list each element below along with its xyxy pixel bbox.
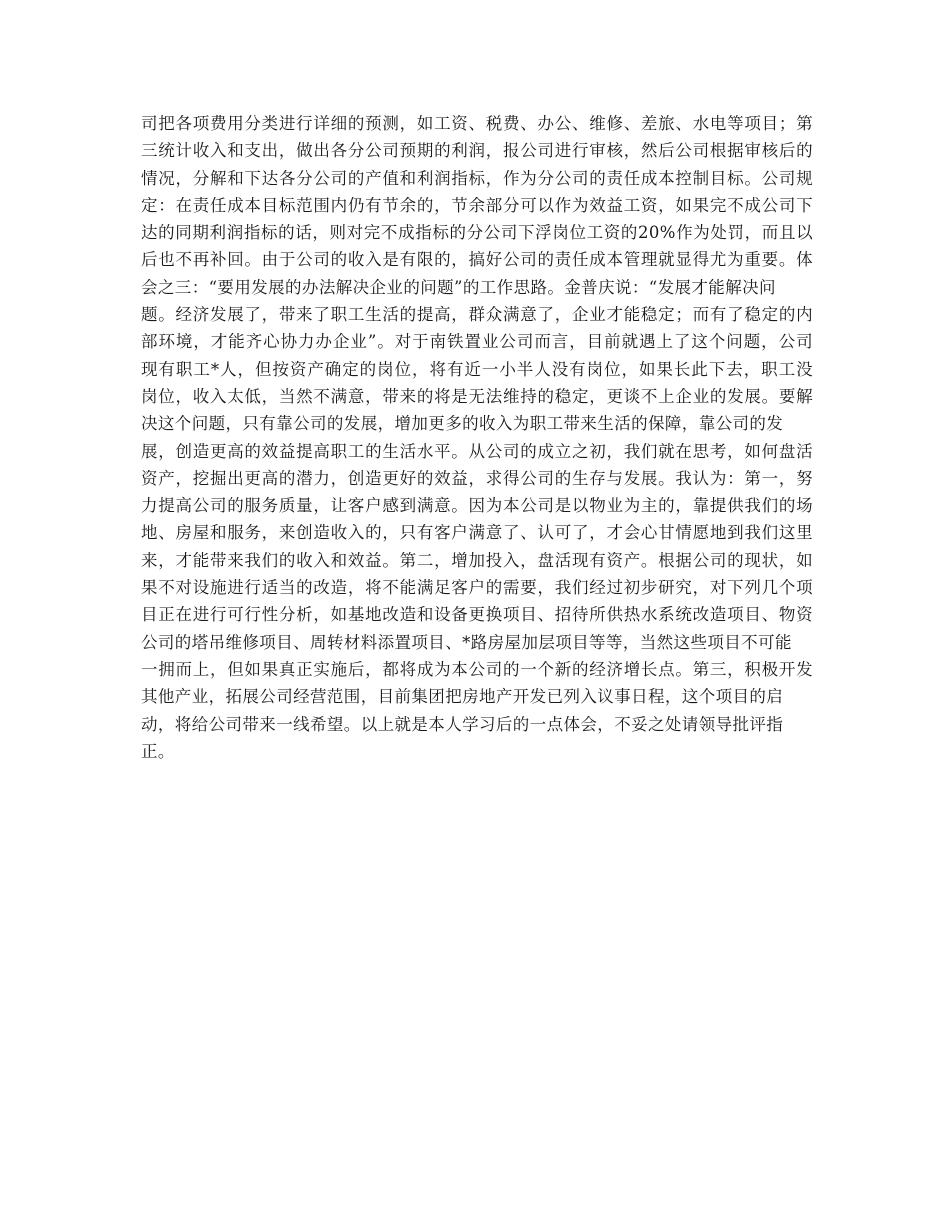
text-line: 会之三：“要用发展的办法解决企业的问题”的工作思路。金普庆说：“发展才能解决问 bbox=[141, 277, 776, 297]
text-line: 力提高公司的服务质量，让客户感到满意。因为本公司是以物业为主的，靠提供我们的场 bbox=[141, 496, 813, 516]
text-line: 达的同期利润指标的话，则对完不成指标的分公司下浮岗位工资的20%作为处罚，而且以 bbox=[141, 223, 813, 243]
text-line: 展，创造更高的效益提高职工的生活水平。从公司的成立之初，我们就在思考，如何盘活 bbox=[141, 441, 813, 461]
text-line: 地、房屋和服务，来创造收入的，只有客户满意了、认可了，才会心甘情愿地到我们这里 bbox=[141, 523, 813, 543]
text-line: 果不对设施进行适当的改造，将不能满足客户的需要，我们经过初步研究，对下列几个项 bbox=[141, 578, 813, 598]
text-line: 情况，分解和下达各分公司的产值和利润指标，作为分公司的责任成本控制目标。公司规 bbox=[141, 168, 813, 188]
text-line: 一拥而上，但如果真正实施后，都将成为本公司的一个新的经济增长点。第三，积极开发 bbox=[141, 659, 813, 679]
text-line: 资产，挖掘出更高的潜力，创造更好的效益，求得公司的生存与发展。我认为：第一，努 bbox=[141, 468, 813, 488]
text-line: 公司的塔吊维修项目、周转材料添置项目、*路房屋加层项目等等，当然这些项目不可能 bbox=[141, 632, 792, 652]
text-line: 定：在责任成本目标范围内仍有节余的，节余部分可以作为效益工资，如果完不成公司下 bbox=[141, 195, 813, 215]
text-line: 后也不再补回。由于公司的收入是有限的，搞好公司的责任成本管理就显得尤为重要。体 bbox=[141, 250, 813, 270]
text-line: 部环境，才能齐心协力办企业”。对于南铁置业公司而言，目前就遇上了这个问题，公司 bbox=[141, 332, 813, 352]
text-line: 正。 bbox=[141, 741, 175, 761]
text-line: 目正在进行可行性分析，如基地改造和设备更换项目、招待所供热水系统改造项目、物资 bbox=[141, 605, 813, 625]
text-line: 司把各项费用分类进行详细的预测，如工资、税费、办公、维修、差旅、水电等项目；第 bbox=[141, 114, 813, 133]
text-line: 动，将给公司带来一线希望。以上就是本人学习后的一点体会，不妥之处请领导批评指 bbox=[141, 714, 784, 734]
text-line: 三统计收入和支出，做出各分公司预期的利润，报公司进行审核，然后公司根据审核后的 bbox=[141, 141, 813, 161]
body-paragraph bbox=[141, 110, 813, 765]
text-line: 来，才能带来我们的收入和效益。第二，增加投入，盘活现有资产。根据公司的现状，如 bbox=[141, 550, 813, 570]
text-line: 其他产业，拓展公司经营范围，目前集团把房地产开发已列入议事日程，这个项目的启 bbox=[141, 687, 784, 707]
text-line: 决这个问题，只有靠公司的发展，增加更多的收入为职工带来生活的保障，靠公司的发 bbox=[141, 414, 784, 434]
text-line: 题。经济发展了，带来了职工生活的提高，群众满意了，企业才能稳定；而有了稳定的内 bbox=[141, 305, 813, 325]
text-line: 现有职工*人，但按资产确定的岗位，将有近一小半人没有岗位，如果长此下去，职工没 bbox=[141, 359, 813, 379]
text-line: 岗位，收入太低，当然不满意，带来的将是无法维持的稳定，更谈不上企业的发展。要解 bbox=[141, 386, 813, 406]
